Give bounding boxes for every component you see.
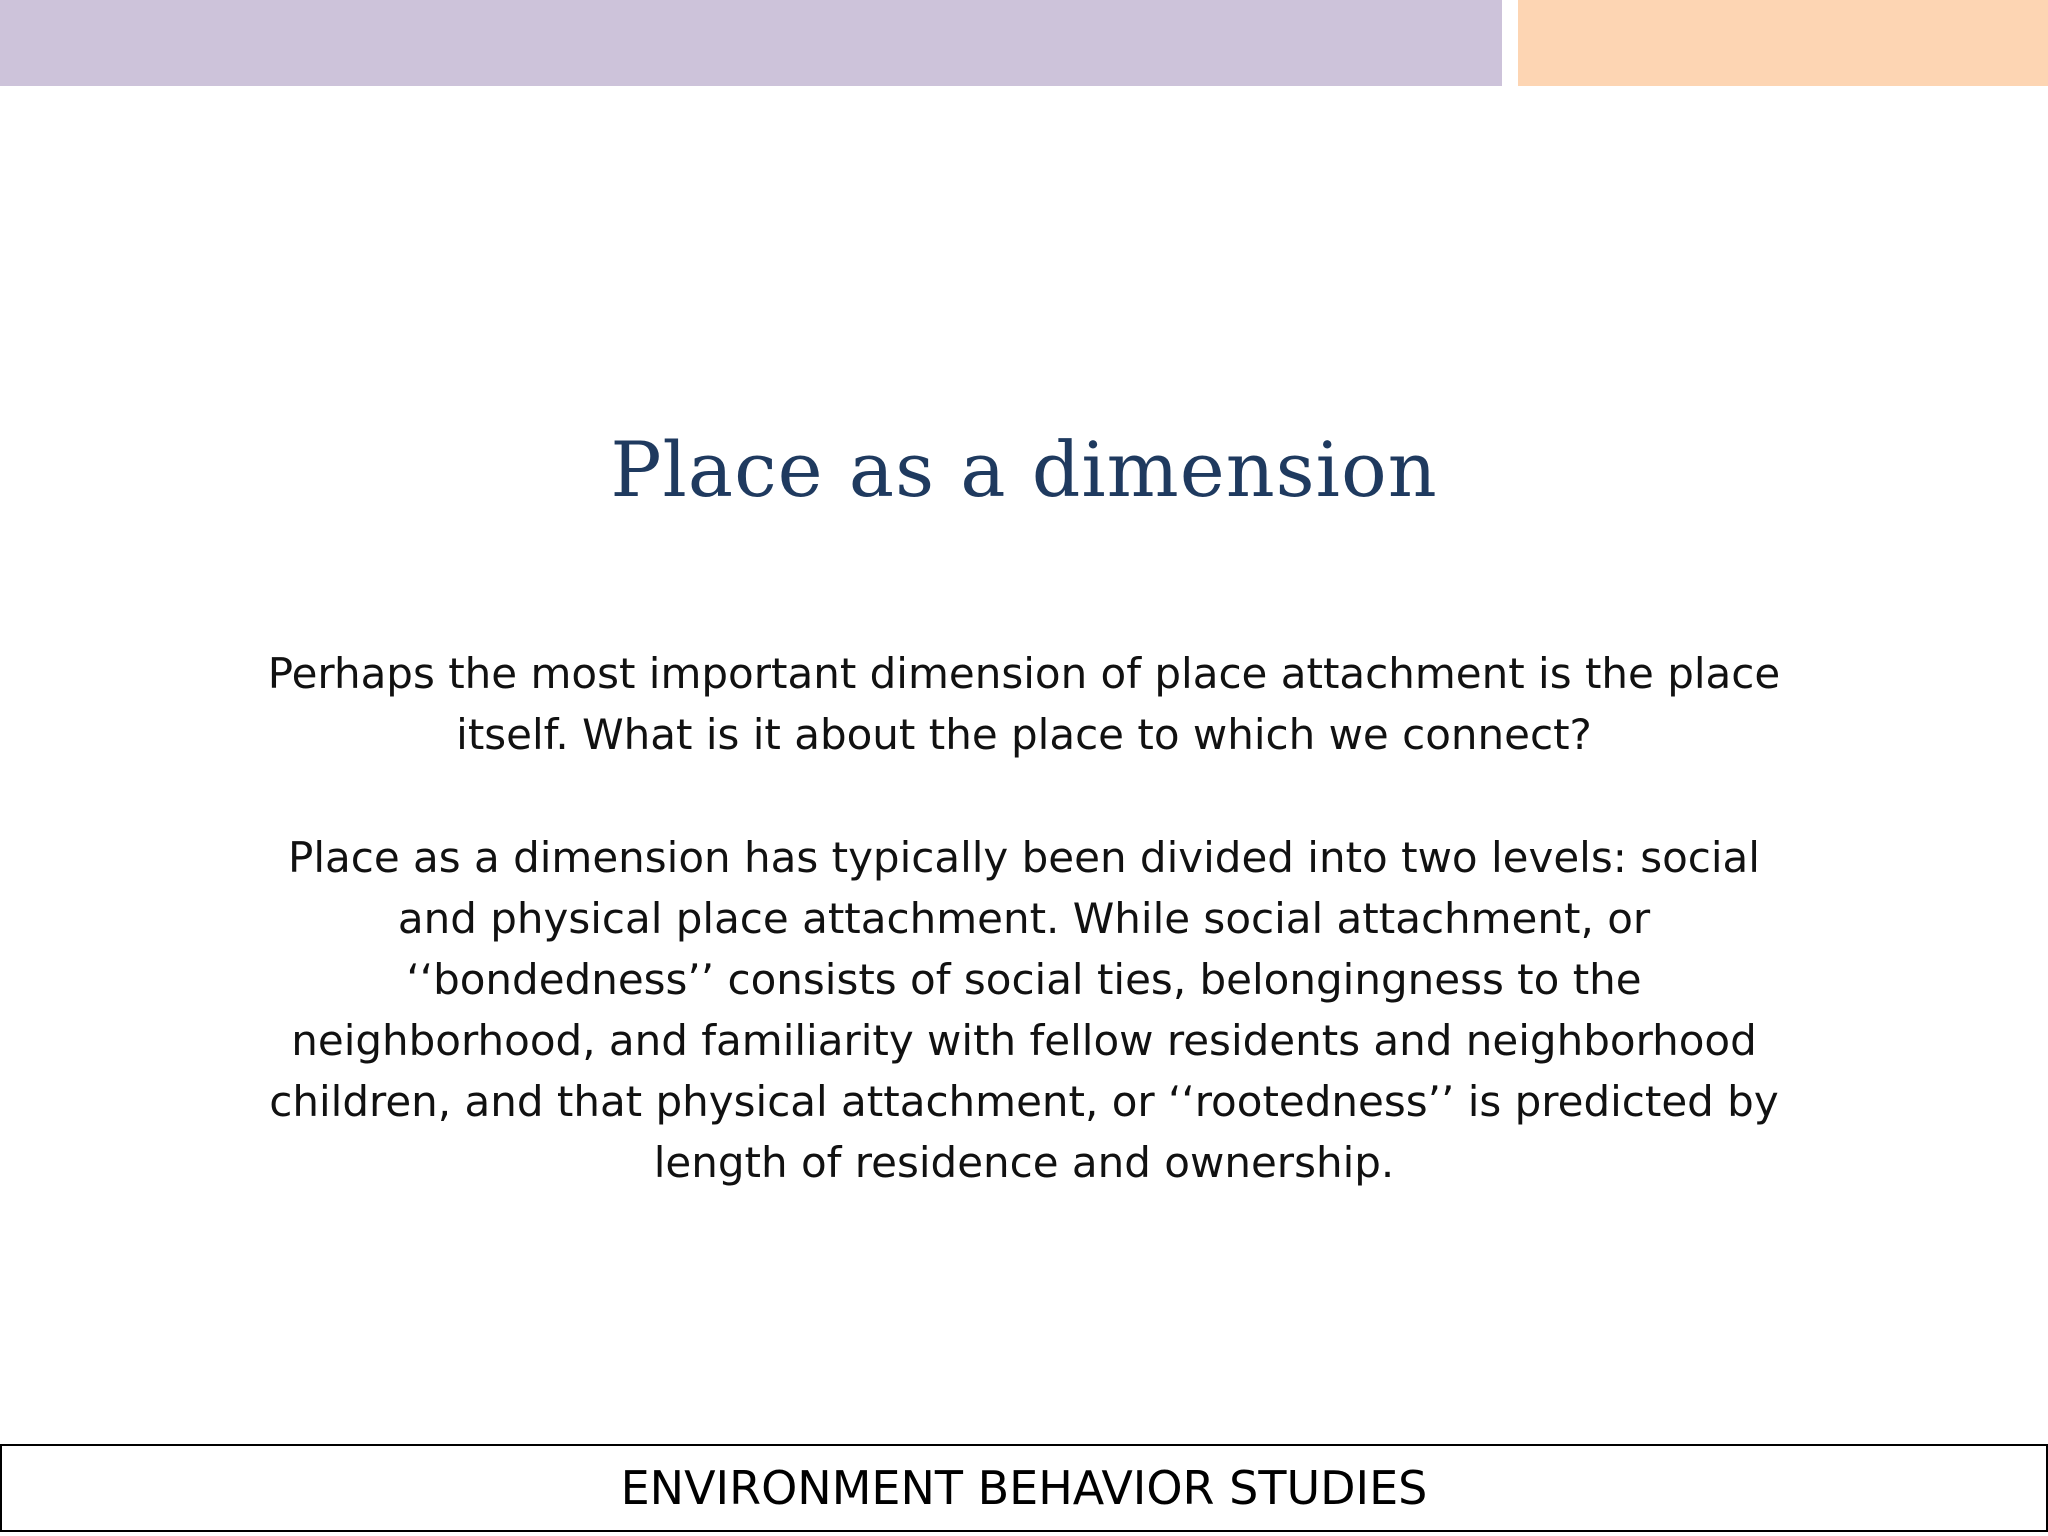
header-band-peach <box>1518 0 2048 86</box>
footer-banner <box>0 1444 2048 1532</box>
slide-title: Place as a dimension <box>610 425 1438 514</box>
body-paragraph-2: Place as a dimension has typically been divided into two levels: social and physical place attachment. While social attachment, or ‘‘bondedness’’ consists of social ties, belongingness to the neighborhood, and familiarity with fellow residents and neighborhood children, and that physical attachment, or ‘‘rootedness’’ is predicted by length of residence and ownership. <box>269 833 1779 1187</box>
slide-body <box>250 643 1798 1193</box>
footer-text: ENVIRONMENT BEHAVIOR STUDIES <box>620 1461 1428 1515</box>
body-paragraph-1: Perhaps the most important dimension of place attachment is the place itself. What is it about the place to which we connect? <box>267 649 1781 759</box>
header-band-lavender <box>0 0 1502 86</box>
